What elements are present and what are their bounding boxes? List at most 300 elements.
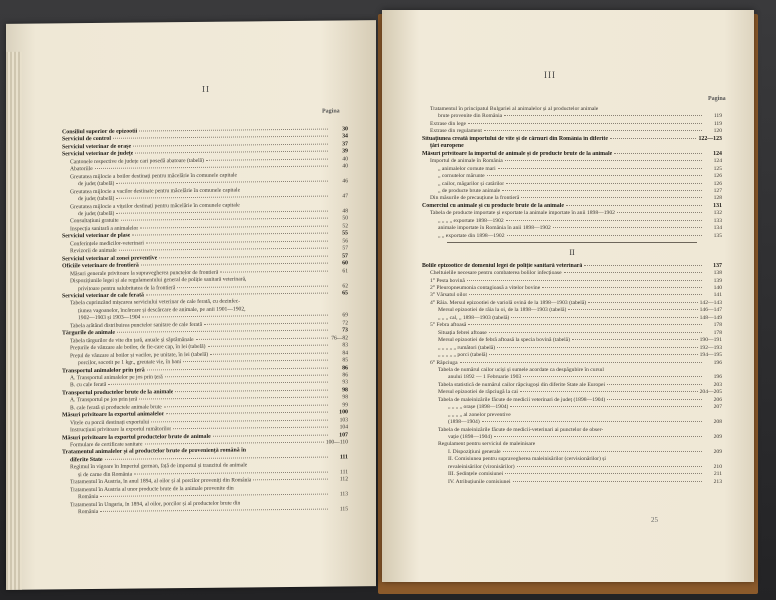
- toc-entry: [422, 203, 722, 210]
- dot-leader: [139, 129, 328, 132]
- toc-entry-page: 72: [342, 320, 348, 327]
- toc-entry-title: Serviciul de control: [62, 136, 111, 143]
- dot-leader: [467, 280, 702, 281]
- toc-entry-page: 138: [713, 270, 722, 277]
- toc-entry-page: 196: [713, 359, 722, 366]
- toc-entry-title: „ animalelor cornute mari: [438, 165, 496, 172]
- toc-entry-title: Târgurile de animale: [62, 330, 116, 337]
- right-toc-part-a: [422, 106, 722, 240]
- toc-entry-title: Greutatea mijlocie a vițeilor destinați pentru măcelărie în comunele capitale: [70, 202, 240, 210]
- toc-entry-title: III. Ședințele comisiunei: [448, 471, 504, 478]
- toc-entry-page: 124: [713, 158, 722, 165]
- toc-entry-title: privitoare pentru salubritatea de la frontieră: [78, 284, 176, 292]
- dot-leader: [566, 205, 702, 206]
- toc-entry: [422, 188, 722, 195]
- dot-leader: [510, 406, 702, 407]
- toc-entry-page: 203: [713, 381, 722, 388]
- toc-entry-title: Greutatea mijlocie a boilor destinați pentru măcelărie în comunele capitale: [70, 172, 237, 180]
- dot-leader: [468, 324, 702, 325]
- toc-entry-page: 120: [713, 128, 722, 135]
- dot-leader: [151, 419, 328, 422]
- dot-leader: [117, 330, 328, 333]
- toc-entry: [422, 397, 722, 404]
- toc-entry-title: Măsuri privitoare la exportul productelor brute de animale: [62, 433, 211, 441]
- toc-entry-title: 3° Vărsatul oilor: [430, 292, 468, 299]
- dot-leader: [142, 315, 328, 318]
- toc-entry-page: 48: [342, 208, 348, 215]
- dot-leader: [132, 233, 328, 236]
- dot-leader: [505, 473, 702, 474]
- toc-entry: [422, 404, 722, 411]
- dot-leader: [489, 332, 702, 333]
- toc-entry-title: 1° Pesta bovină: [430, 277, 465, 284]
- toc-entry-title: „ „ „ „ orașe (1898—1904): [448, 404, 509, 411]
- toc-entry-title: brute provenite din România: [438, 113, 503, 120]
- dot-leader: [119, 248, 328, 251]
- toc-entry-title: Greutatea mijlocie a vacilor destinate pentru măcelărie în comunele capitale: [70, 187, 241, 195]
- toc-entry-title: Inspecția sanitară a animalelor: [70, 225, 139, 233]
- toc-entry-page: 140: [713, 284, 722, 291]
- toc-entry-page: 47: [342, 193, 348, 200]
- toc-entry: [422, 360, 722, 367]
- dot-leader: [469, 294, 702, 295]
- toc-entry: [422, 322, 722, 329]
- dot-leader: [504, 115, 702, 116]
- toc-entry-title: (1898—1904): [448, 419, 480, 426]
- dot-leader: [523, 376, 702, 377]
- toc-entry-title: „ „ „ „ „ rumători (tabelă): [438, 344, 496, 351]
- toc-entry-title: Tratamentul animalelor și al productelor brute de proveniență română în: [62, 447, 247, 456]
- toc-entry-title: vație (1898—1904): [448, 434, 492, 441]
- toc-entry-title: și de carne din România: [78, 471, 133, 479]
- toc-entry-page: 37: [342, 141, 348, 148]
- dot-leader: [460, 362, 702, 363]
- dot-leader: [517, 466, 702, 467]
- toc-entry-title: Tabela de maleinizările făcute de medicii-veterinari ai punctelor de obser-: [438, 426, 604, 433]
- toc-entry-page: 208: [713, 419, 722, 426]
- toc-entry-page: 132: [713, 210, 722, 217]
- toc-entry-title: Comerciul cu animale și cu producte brute de la animale: [422, 202, 564, 209]
- toc-entry-title: Tratamentul în Austria, în anul 1894, al oilor și al porcilor proveniți din România: [70, 477, 252, 486]
- toc-entry: [422, 113, 722, 120]
- toc-entry: [422, 195, 722, 202]
- toc-entry: [422, 419, 722, 426]
- toc-entry-page: 46: [342, 178, 348, 185]
- toc-entry: [422, 315, 722, 322]
- dot-leader: [553, 227, 702, 228]
- dot-leader: [100, 494, 328, 497]
- toc-entry: [422, 285, 722, 292]
- toc-entry-title: Serviciul veterinar al zonei preventive: [62, 255, 158, 263]
- dot-leader: [568, 309, 697, 310]
- dot-leader: [105, 457, 328, 460]
- toc-entry: [422, 106, 722, 113]
- toc-entry-title: Revizorii de animale: [70, 248, 117, 255]
- toc-entry-page: 126: [713, 173, 722, 180]
- toc-entry-page: 139: [713, 277, 722, 284]
- toc-entry: [422, 352, 722, 359]
- toc-entry-page: 178: [713, 322, 722, 329]
- toc-entry-title: Măsuri privitoare la importul de animale și de producte brute de la animale: [422, 150, 613, 157]
- dot-leader: [116, 211, 328, 214]
- dot-leader: [513, 481, 702, 482]
- toc-entry-title: A. Transportul animalelor pe jos prin țeră: [70, 374, 163, 382]
- toc-entry-title: 6° Răpciuga: [430, 359, 458, 366]
- toc-entry: [422, 441, 722, 448]
- dot-leader: [166, 412, 328, 415]
- toc-entry-page: 206: [713, 396, 722, 403]
- toc-entry: [422, 158, 722, 165]
- toc-entry-title: de județ (tabelă): [78, 180, 115, 188]
- toc-entry-page: 40: [342, 163, 348, 170]
- toc-entry-page: 34: [342, 133, 348, 140]
- toc-entry-title: Situațiunea creată importului de vite și de cărnuri din România în diferite: [422, 135, 608, 142]
- toc-entry-title: Tabela de maleinizările făcute de medicii veterinari de județ (1898—1904): [438, 396, 606, 403]
- toc-entry-page: 61: [342, 267, 348, 275]
- toc-entry-page: 137: [713, 262, 722, 269]
- toc-entry-title: Regimul în vigoare în Imperiul german, față de importul și tranzitul de animale: [70, 462, 248, 471]
- toc-entry-page: 56: [342, 238, 348, 245]
- dot-leader: [506, 220, 702, 221]
- toc-entry-title: Mersul epizootiei de răia la oi, de la 1898—1903 (tabelă): [438, 307, 567, 314]
- toc-entry-page: 65: [342, 290, 348, 297]
- dot-leader: [614, 153, 702, 154]
- toc-entry: [422, 456, 722, 463]
- toc-entry: [422, 449, 722, 456]
- dot-leader: [617, 212, 702, 213]
- toc-entry-title: Tabela târgurilor de vite din țară, anuale și săptămânale: [70, 336, 194, 344]
- toc-entry: [422, 121, 722, 128]
- dot-leader: [135, 151, 328, 154]
- dot-leader: [520, 391, 698, 392]
- toc-entry-title: diferite State: [70, 456, 103, 464]
- open-book: [6, 8, 772, 592]
- toc-entry-title: „ „ exportate din 1898—1902: [438, 232, 505, 239]
- dot-leader: [511, 317, 697, 318]
- toc-entry: [422, 374, 722, 381]
- toc-entry: [422, 382, 722, 389]
- right-column-header: Pagina: [708, 96, 726, 102]
- right-page-number: III: [544, 70, 556, 80]
- toc-entry-page: 146—147: [699, 307, 722, 314]
- toc-entry-page: 85: [342, 357, 348, 364]
- dot-leader: [100, 509, 328, 512]
- toc-entry-page: 142—143: [699, 299, 722, 306]
- toc-entry-title: Cantonele respective de județe cari posedă abatoare (tabelă): [70, 157, 205, 166]
- toc-entry-page: 107: [339, 431, 348, 439]
- left-toc: [62, 126, 348, 517]
- toc-entry-page: 69: [342, 312, 348, 319]
- toc-entry-title: Tratamentul în principatul Bulgariei al animalelor și al productelor animale: [430, 106, 599, 112]
- toc-entry: [422, 479, 722, 486]
- dot-leader: [116, 196, 328, 199]
- toc-entry-title: Regulament pentru serviciul de maleinisare: [438, 441, 536, 448]
- dot-leader: [133, 143, 328, 146]
- dot-leader: [610, 138, 697, 139]
- toc-entry-title: Mersul epizootiei de febră aftoasă la specia bovină (tabelă): [438, 337, 571, 344]
- toc-entry-title: Măsuri generale privitoare la supravegherea punctelor de frontieră: [70, 269, 219, 277]
- left-column-header: Pagina: [322, 108, 340, 115]
- dot-leader: [572, 339, 698, 340]
- toc-entry-page: 209: [713, 448, 722, 455]
- toc-entry-title: Din măsurile de precauțiune la frontieră: [430, 195, 520, 202]
- dot-leader: [564, 272, 702, 273]
- toc-entry-page: 111: [340, 469, 348, 476]
- toc-entry-page: 207: [713, 404, 722, 411]
- toc-entry: [422, 218, 722, 225]
- toc-entry-title: Serviciul veterinar de județe: [62, 150, 134, 158]
- toc-entry-title: Transportul animalelor prin țeră: [62, 366, 145, 374]
- toc-entry-title: 4° Răia. Mersul epizootiei de variolă ovină de la 1898—1903 (tabelă): [430, 299, 587, 306]
- section-rule: [447, 242, 697, 243]
- toc-entry-title: B. cale ferată și productele animale brute: [70, 404, 162, 412]
- toc-entry-title: 2° Pleuropneumonia contagioasă a vitelor bovine: [430, 284, 541, 291]
- dot-leader: [164, 404, 328, 407]
- dot-leader: [146, 293, 328, 296]
- toc-entry-page: 178: [713, 329, 722, 336]
- toc-entry-title: 1902—1903 și 1903—1904: [78, 314, 141, 322]
- toc-entry-page: 30: [342, 126, 348, 133]
- toc-entry-page: 84: [342, 349, 348, 357]
- dot-leader: [497, 347, 697, 348]
- toc-entry-page: 192—193: [699, 344, 722, 351]
- toc-entry: [422, 427, 722, 434]
- toc-entry: [422, 307, 722, 314]
- toc-entry-title: Măsuri privitoare la exportul animalelor: [62, 411, 165, 419]
- toc-entry: [422, 434, 722, 441]
- dot-leader: [141, 263, 328, 266]
- toc-entry: [422, 166, 722, 173]
- dot-leader: [140, 225, 328, 228]
- dot-leader: [506, 183, 702, 184]
- toc-entry-page: 99: [342, 402, 348, 409]
- toc-entry-title: Extrase din lege: [430, 120, 467, 127]
- toc-entry-page: 128: [713, 195, 722, 202]
- toc-entry-page: 119: [713, 120, 722, 127]
- toc-entry-title: 5° Febra aftoasă: [430, 322, 467, 329]
- dot-leader: [607, 384, 702, 385]
- toc-entry-title: țări europene: [430, 143, 464, 150]
- toc-entry-page: 204—205: [699, 389, 722, 396]
- toc-entry: [422, 151, 722, 158]
- toc-entry-title: Vitele cu porcii destinați exportului: [70, 419, 150, 426]
- toc-entry-title: Importul de animale în România: [430, 158, 503, 165]
- dot-leader: [204, 322, 328, 324]
- dot-leader: [113, 136, 328, 139]
- toc-entry-title: Mersul epizootiei de răpciugă la cai: [438, 389, 518, 396]
- toc-entry-page: 148—149: [699, 314, 722, 321]
- toc-entry: [422, 263, 722, 270]
- dot-leader: [175, 389, 328, 392]
- toc-entry-page: 57: [342, 245, 348, 252]
- dot-leader: [588, 302, 697, 303]
- right-page: [382, 10, 754, 582]
- dot-leader: [146, 240, 328, 243]
- toc-entry-title: Consultațiuni gratuite: [70, 218, 119, 225]
- toc-entry-title: Oficiile veterinare de frontieră: [62, 262, 139, 270]
- dot-leader: [468, 123, 702, 124]
- toc-entry-title: I. Dispozițiuni generale: [448, 448, 501, 455]
- toc-entry-title: Abatoriile: [70, 166, 93, 173]
- dot-leader: [116, 181, 328, 184]
- dot-leader: [213, 434, 328, 436]
- toc-entry: [422, 233, 722, 240]
- toc-entry: [422, 143, 722, 150]
- toc-entry-title: Serviciul veterinar de orașe: [62, 143, 132, 151]
- toc-entry-page: 122—123: [698, 135, 722, 142]
- toc-entry-title: Tabela statistică de numărul cailor răpciugoși din diferite State ale Europei: [438, 381, 606, 388]
- dot-leader: [159, 255, 328, 258]
- toc-entry-title: Transportul productelor brute de la animale: [62, 389, 174, 397]
- toc-entry-title: Instrucțiuni privitoare la exportul rumătorilor: [70, 426, 172, 434]
- toc-entry-page: 133: [713, 217, 722, 224]
- toc-entry-page: 209: [713, 434, 722, 441]
- toc-entry-page: 93: [342, 379, 348, 386]
- toc-entry-title: Bolile epizootice de domeniul legei de poliție sanitară veterinară: [422, 262, 583, 269]
- dot-leader: [607, 399, 702, 400]
- toc-entry-page: 39: [342, 148, 348, 155]
- toc-entry-title: Conferințele medicilor-veterinari: [70, 240, 144, 248]
- toc-entry-title: Serviciul veterinar de cale ferată: [62, 292, 145, 300]
- toc-entry-title: Situația febrei aftoase: [438, 329, 487, 336]
- toc-entry-page: 100: [339, 409, 348, 416]
- toc-entry: [422, 464, 722, 471]
- toc-entry-page: 135: [713, 232, 722, 239]
- toc-entry-page: 104: [339, 424, 348, 431]
- dot-leader: [494, 436, 702, 437]
- toc-entry-title: A. Transportul pe jos prin țeră: [70, 396, 138, 404]
- dot-leader: [584, 265, 702, 266]
- toc-entry: [422, 181, 722, 188]
- toc-entry-page: 213: [713, 478, 722, 485]
- right-footer-number: 25: [651, 516, 658, 524]
- toc-entry-page: 190—191: [699, 337, 722, 344]
- page-stack-edge: [6, 52, 22, 590]
- toc-entry-page: 62: [342, 282, 348, 289]
- dot-leader: [173, 427, 328, 430]
- toc-entry-page: 50: [342, 215, 348, 222]
- toc-entry-title: România: [78, 509, 99, 516]
- toc-entry: [422, 300, 722, 307]
- dot-leader: [542, 287, 702, 288]
- dot-leader: [206, 158, 328, 160]
- toc-entry-title: Tabela de numărul cailor uciși și sumele acordate ca despăgubire în cursul: [438, 366, 604, 373]
- toc-entry-title: Tratamentul în Ungaria, în 1894, al oilor, porcilor și al productelor brute din: [70, 500, 241, 508]
- dot-leader: [147, 367, 328, 370]
- toc-entry-page: 100—110: [325, 439, 348, 446]
- dot-leader: [487, 175, 702, 176]
- toc-entry: [422, 225, 722, 232]
- dot-leader: [139, 397, 328, 400]
- toc-entry-title: Dispozițiunile legei și ale regulamentului general de poliție sanitară veterinară,: [70, 276, 247, 285]
- toc-entry-title: anului 1892 — 1 Februarie 1903: [448, 374, 522, 381]
- toc-entry-page: 125: [713, 165, 722, 172]
- toc-entry: [422, 330, 722, 337]
- dot-leader: [210, 352, 328, 354]
- dot-leader: [484, 130, 702, 131]
- toc-entry-page: 124: [713, 150, 722, 157]
- toc-entry-title: Prețul de vânzare al boilor și vacilor, pe unitate, în lei (tabelă): [70, 351, 209, 359]
- toc-entry-page: 194—195: [699, 352, 722, 359]
- toc-entry-page: 98: [342, 394, 348, 401]
- toc-entry-title: de județ (tabelă): [78, 210, 115, 218]
- toc-entry-title: Tabela arătând distribuirea punctelor sanitare de cale ferată: [70, 321, 203, 330]
- dot-leader: [108, 382, 328, 385]
- toc-entry-title: Tratamentul în Austria al unor producte brute de la animale provenite din: [70, 485, 234, 494]
- toc-entry: [422, 136, 722, 143]
- toc-entry-title: „ „ „ cal, „ 1898—1903 (tabelă): [438, 314, 510, 321]
- toc-entry-title: Tabela de producte importate și exportate la animale importate în anii 1898—1902: [430, 210, 615, 217]
- toc-entry-page: 211: [713, 471, 722, 478]
- toc-entry-page: 52: [342, 223, 348, 230]
- toc-entry: [422, 389, 722, 396]
- dot-leader: [183, 360, 328, 363]
- toc-entry-page: 115: [339, 506, 348, 513]
- dot-leader: [482, 421, 702, 422]
- right-toc: [422, 106, 722, 486]
- dot-leader: [502, 190, 702, 191]
- toc-entry-page: 127: [713, 187, 722, 194]
- dot-leader: [505, 160, 702, 161]
- dot-leader: [220, 270, 328, 272]
- toc-entry: [422, 278, 722, 285]
- toc-entry-title: animale importate în România în anii 1898—1902: [438, 225, 551, 232]
- toc-entry-title: revaleinisărilor (vironisărilor): [448, 463, 515, 470]
- toc-entry-title: Formulare de certificate sanitare: [70, 441, 143, 449]
- toc-entry-page: 86: [342, 364, 348, 371]
- toc-entry-title: „ cornutelor mărunte: [438, 173, 485, 180]
- toc-entry-page: 60: [342, 260, 348, 267]
- toc-entry-page: 57: [342, 253, 348, 260]
- dot-leader: [134, 471, 328, 474]
- dot-leader: [507, 235, 703, 236]
- toc-entry-page: 141: [713, 292, 722, 299]
- toc-entry: [422, 367, 722, 374]
- toc-entry-title: Prețurile de vânzare ale boilor, de fie-care cap, în lei (tabelă): [70, 343, 206, 352]
- dot-leader: [145, 442, 324, 445]
- toc-entry: [422, 471, 722, 478]
- toc-entry-page: 196: [713, 374, 722, 381]
- toc-entry: [422, 270, 722, 277]
- dot-leader: [498, 168, 702, 169]
- toc-entry-page: 76—82: [331, 335, 348, 342]
- dot-leader: [121, 218, 328, 221]
- toc-entry-title: Consiliul superior de epizootii: [62, 128, 138, 136]
- dot-leader: [177, 285, 328, 288]
- toc-entry-page: 134: [713, 225, 722, 232]
- toc-entry-title: România: [78, 494, 99, 501]
- toc-entry-title: Tabela cuprinzând mișcarea serviciului veterinar de cale ferată, cu dezinfec-: [70, 298, 241, 307]
- toc-entry-page: 119: [713, 113, 722, 120]
- toc-entry-page: 126: [713, 180, 722, 187]
- dot-leader: [165, 375, 328, 378]
- toc-entry: [422, 173, 722, 180]
- dot-leader: [521, 197, 702, 198]
- toc-entry-title: Serviciul veterinar de plase: [62, 232, 131, 240]
- dot-leader: [489, 354, 697, 355]
- toc-entry-title: B. cu cale ferată: [70, 382, 107, 389]
- toc-entry: [422, 337, 722, 344]
- toc-entry-title: Extrase din regulament: [430, 128, 482, 135]
- toc-entry: [422, 292, 722, 299]
- section-heading: II: [569, 248, 575, 258]
- dot-leader: [196, 337, 328, 339]
- toc-entry-page: 98: [342, 387, 348, 394]
- toc-entry-title: țiunea vagoanelor, încărcare și descărcare de animale, pe anii 1901—1902,: [78, 306, 246, 315]
- toc-entry-page: 111: [339, 454, 348, 461]
- toc-entry-page: 40: [342, 156, 348, 163]
- toc-entry-page: 86: [342, 372, 348, 379]
